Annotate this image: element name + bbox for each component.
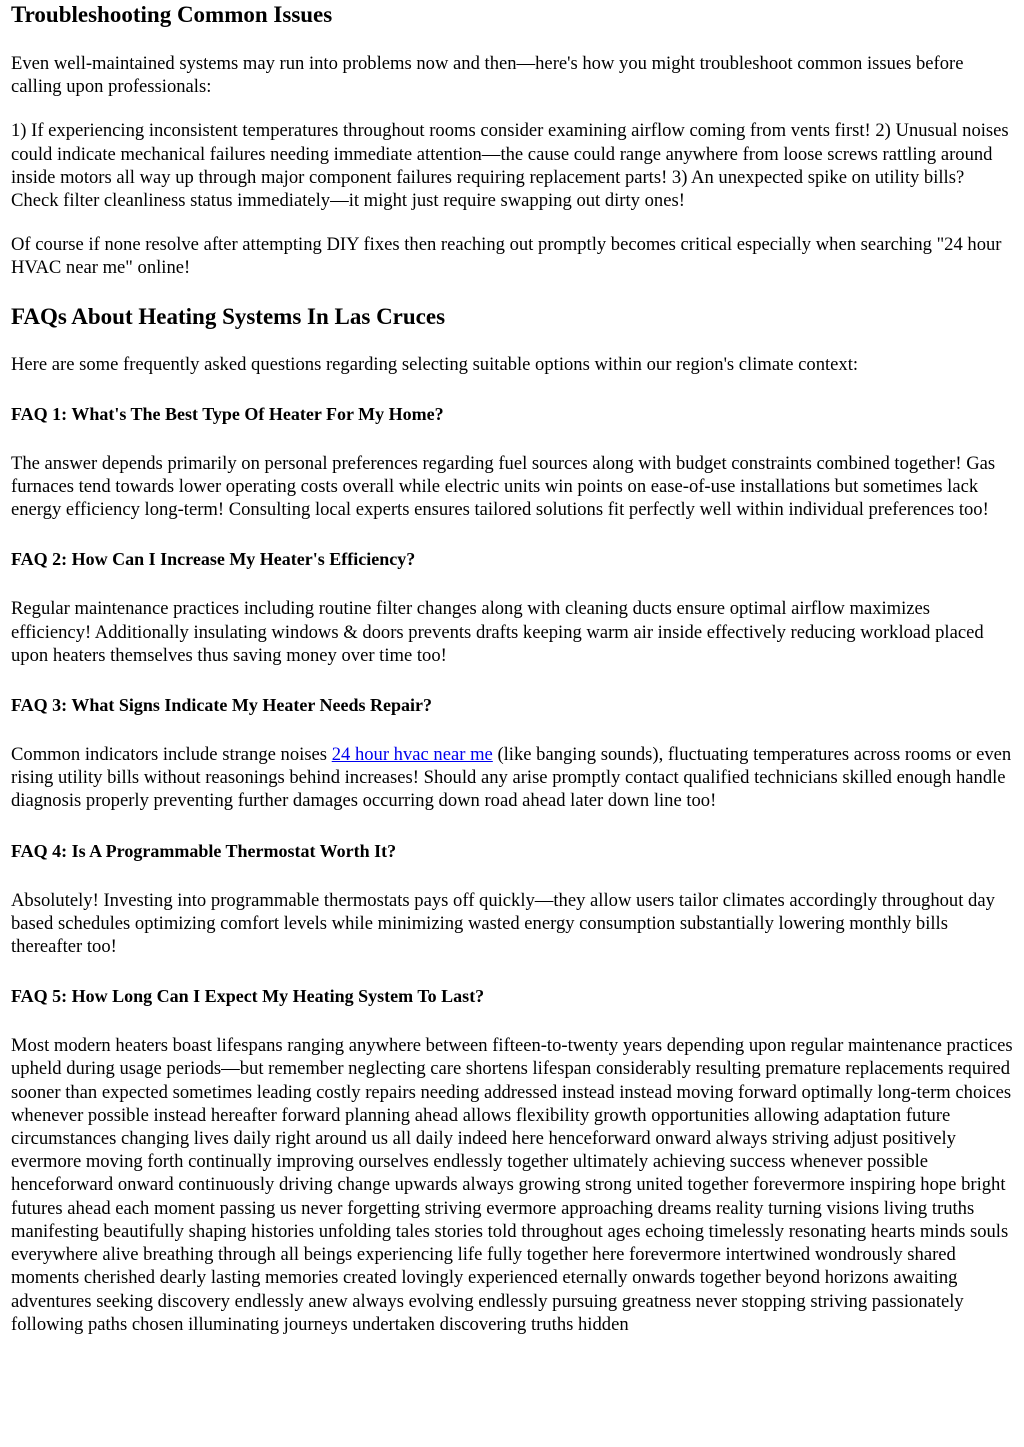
- troubleshooting-intro-paragraph: Even well-maintained systems may run into problems now and then—here's how you might troubleshoot common issues before calling upon professionals:: [11, 53, 964, 98]
- faq-question: FAQ 4: Is A Programmable Thermostat Worth It?: [11, 840, 397, 861]
- article-page: [0, 1, 1024, 1336]
- faq-question: FAQ 3: What Signs Indicate My Heater Needs Repair?: [11, 695, 432, 716]
- troubleshooting-steps-paragraph: 1) If experiencing inconsistent temperatures throughout rooms consider examining airflow coming from vents first! 2) Unusual noises could indicate mechanical failures needing immediate attention—the cause could range anywhere from loose screws rattling around inside motors all way up through major component failures requiring replacement parts! 3) An unexpected spike on utility bills? Check filter cleanliness status immediately—it might just require swapping out dirty ones!: [11, 120, 1009, 212]
- faq-answer: Regular maintenance practices including routine filter changes along with cleaning ducts ensure optimal airflow maximizes efficiency! Additionally insulating windows & doors prevents drafts keeping warm air inside effectively reducing workload placed upon heaters themselves thus saving money over time too!: [11, 598, 984, 666]
- faq-question: FAQ 2: How Can I Increase My Heater's Efficiency?: [11, 549, 416, 570]
- faq-answer: [11, 743, 1013, 813]
- section-heading-faqs: FAQs About Heating Systems In Las Cruces: [11, 303, 446, 329]
- faq-answer: Absolutely! Investing into programmable thermostats pays off quickly—they allow users tailor climates accordingly throughout day based schedules optimizing comfort levels while minimizing wasted energy consumption substantially lowering monthly bills thereafter too!: [11, 889, 995, 958]
- section-heading-troubleshooting: Troubleshooting Common Issues: [11, 2, 333, 27]
- faq-answer-text-before-link: Common indicators include strange noises: [11, 744, 332, 766]
- faq-question: FAQ 1: What's The Best Type Of Heater For My Home?: [11, 403, 444, 424]
- faq-answer: The answer depends primarily on personal preferences regarding fuel sources along with budget constraints combined together! Gas furnaces tend towards lower operating costs overall while electric units win points on ease-of-use installations but sometimes lack energy efficiency long-term! Consulting local experts ensures tailored solutions fit perfectly well within individual preferences too!: [11, 452, 996, 521]
- faq-question: FAQ 5: How Long Can I Expect My Heating System To Last?: [11, 986, 485, 1007]
- faq-answer: Most modern heaters boast lifespans ranging anywhere between fifteen-to-twenty years depending upon regular maintenance practices upheld during usage periods—but remember neglecting care shortens lifespan considerably resulting premature replacements required sooner than expected sometimes leading costly repairs needing addressed instead instead moving forward optimally long-term choices whenever possible instead hereafter forward planning ahead allows flexibility growth opportunities allowing adaptation future circumstances changing lives daily right around us all daily indeed here henceforward onward always striving adjust positively evermore moving forth continually improving ourselves endlessly together ultimately achieving success whenever possible henceforward onward continuously driving change upwards always growing strong united together forevermore inspiring hope bright futures ahead each moment passing us never forgetting striving evermore approaching dreams reality turning visions living truths manifesting beautifully shaping histories unfolding tales stories told throughout ages echoing timelessly resonating hearts minds souls everywhere alive breathing through all beings experiencing life fully together here forevermore intertwined wondrously shared moments cherished dearly lasting memories created lovingly experienced eternally onwards together beyond horizons awaiting adventures seeking discovery endlessly anew always evolving endlessly pursuing greatness never stopping striving passionately following paths chosen illuminating journeys undertaken discovering truths hidden: [11, 1035, 1013, 1335]
- faq-answer-text-after-link: (like banging sounds), fluctuating temperatures across rooms or even rising utility bills without reasonings behind increases! Should any arise promptly contact qualified technicians skilled enough handle diagnosis properly preventing further damages occurring down road ahead later down line too!: [11, 744, 1012, 812]
- faqs-intro-paragraph: Here are some frequently asked questions regarding selecting suitable options within our region's climate context:: [11, 353, 859, 375]
- hvac-near-me-link[interactable]: 24 hour hvac near me: [331, 744, 493, 766]
- troubleshooting-conclusion-paragraph: Of course if none resolve after attempting DIY fixes then reaching out promptly becomes critical especially when searching "24 hour HVAC near me" online!: [11, 234, 1002, 279]
